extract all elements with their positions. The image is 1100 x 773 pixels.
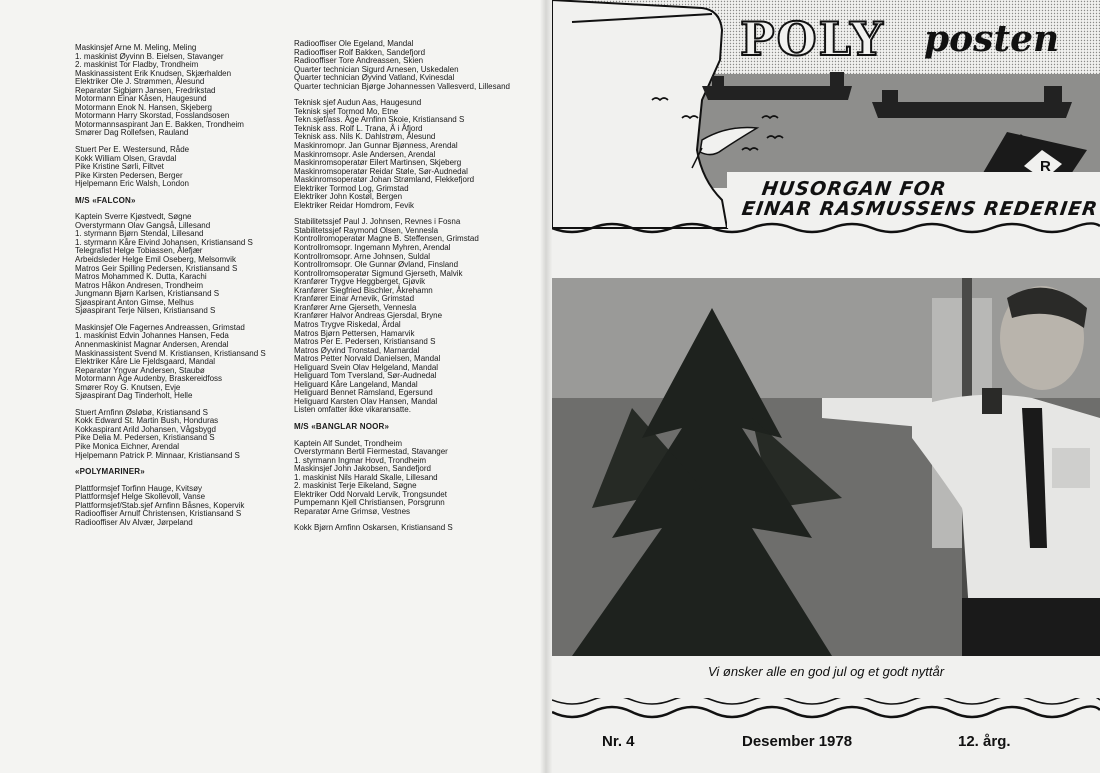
volume-year: 12. årg. — [958, 733, 1011, 750]
crew-entry: Elektriker Kåre Lie Fjeldsgaard, Mandal — [75, 357, 216, 367]
crew-entry: Maskinromsoperatør Eilert Martinsen, Skjeberg — [294, 158, 462, 168]
crew-entry: Kaptein Alf Sundet, Trondheim — [294, 438, 403, 448]
ship-heading: M/S «FALCON» — [75, 195, 136, 205]
crew-block — [294, 40, 510, 91]
crew-entry: Pike Monica Eichner, Arendal — [75, 441, 180, 451]
crew-entry: Sjøaspirant Terje Nilsen, Kristiansand S — [75, 306, 216, 316]
crew-entry: Kontrollromoperatør Magne B. Steffensen, Grimstad — [294, 234, 479, 244]
crew-block — [75, 146, 266, 189]
crew-entry: Kokkaspirant Arild Johansen, Vågsbygd — [75, 424, 216, 434]
crew-entry: Maskinromsoperatør Johan Strømland, Flekkefjord — [294, 175, 475, 185]
crew-entry: Kokk William Olsen, Gravdal — [75, 153, 177, 163]
crew-entry: Quarter technician Bjørge Johannessen Vallesverd, Lillesand — [294, 81, 510, 91]
crew-entry: 1. styrmann Bjørn Stendal, Lillesand — [75, 229, 204, 239]
crew-entry: Heliguard Bennet Ramsland, Egersund — [294, 388, 433, 398]
crew-entry: Motormannsaspirant Jan E. Bakken, Trondheim — [75, 119, 244, 129]
crew-block — [75, 197, 266, 316]
crew-entry: Maskinsjef Ole Fagernes Andreassen, Grimstad — [75, 322, 245, 332]
crew-entry: Stuert Per E. Westersund, Råde — [75, 145, 190, 155]
crew-entry: Pike Kirsten Pedersen, Berger — [75, 170, 183, 180]
cover-photo — [552, 278, 1100, 656]
left-page — [0, 0, 546, 773]
crew-entry: Maskinsjef Arne M. Meling, Meling — [75, 43, 197, 52]
crew-entry: Pike Kristine Sørli, Filtvet — [75, 162, 164, 172]
photo-caption: Vi ønsker alle en god jul og et godt nyttår — [707, 664, 945, 679]
crew-entry: Quarter technician Sigurd Arnesen, Uskedalen — [294, 64, 459, 74]
crew-entry: Kranfører Siegfried Bischler, Åkrehamn — [294, 285, 433, 295]
wave-border-bottom — [552, 698, 1100, 726]
crew-entry: Jungmann Bjørn Karlsen, Kristiansand S — [75, 289, 220, 299]
crew-entry: Kranfører Trygve Heggberget, Gjøvik — [294, 277, 426, 287]
crew-entry: Pike Delia M. Pedersen, Kristiansand S — [75, 433, 215, 443]
crew-entry: Maskinromsoperatør Reidar Støle, Sør-Audnedal — [294, 166, 468, 176]
crew-block — [294, 99, 510, 210]
issue-date: Desember 1978 — [742, 733, 853, 750]
crew-entry: Kranfører Einar Arnevik, Grimstad — [294, 294, 415, 304]
crew-entry: 2. maskinist Tor Fladby, Trondheim — [75, 60, 199, 70]
crew-entry: Kokk Edward St. Martin Bush, Honduras — [75, 416, 219, 426]
crew-entry: 1. styrmann Ingmar Hovd, Trondheim — [294, 455, 427, 465]
ship-bow — [552, 0, 727, 228]
crew-entry: Elektriker Ole J. Strømmen, Ålesund — [75, 77, 205, 87]
crew-entry: Arbeidsleder Helge Emil Oseberg, Melsomvik — [75, 255, 236, 265]
crew-entry: Annenmaskinist Magnar Andersen, Arendal — [75, 339, 229, 349]
crew-entry: Overstyrmann Olav Gangså, Lillesand — [75, 220, 211, 230]
crew-entry: 1. styrmann Kåre Eivind Johansen, Kristiansand S — [75, 237, 253, 247]
crew-entry: Overstyrmann Bertil Fiermestad, Stavanger — [294, 447, 448, 457]
crew-entry: Hjelpemann Eric Walsh, London — [75, 179, 189, 189]
crew-entry: Radiooffiser Rolf Bakken, Sandefjord — [294, 47, 426, 57]
crew-entry: Teknisk sjef Tormod Mo, Etne — [294, 106, 399, 116]
crew-block — [75, 468, 266, 527]
crew-entry: Motormann Åge Audenby, Braskereidfoss — [75, 374, 223, 384]
crew-entry: Heliguard Karsten Olav Hansen, Mandal — [294, 396, 438, 406]
crew-entry: Maskinassistent Erik Knudsen, Skjærhalden — [75, 68, 232, 78]
crew-entry: Kranfører Halvor Andreas Gjersdal, Bryne — [294, 311, 443, 321]
crew-entry: Reparatør Yngvar Andersen, Staubø — [75, 365, 205, 375]
crew-entry: Listen omfatter ikke vikaransatte. — [294, 405, 411, 415]
crew-block — [294, 524, 510, 533]
crew-entry: 1. maskinist Øyvinn B. Eielsen, Stavanger — [75, 51, 224, 61]
crew-entry: Elektriker Odd Norvald Lervik, Trongsundet — [294, 489, 447, 499]
tagline-line-2: EINAR RASMUSSENS REDERIER — [740, 198, 1100, 220]
crew-entry: Maskinsjef John Jakobsen, Sandefjord — [294, 464, 431, 474]
logo-posten: posten — [924, 18, 1060, 60]
crew-entry: Radiooffiser Alv Alvær, Jørpeland — [75, 517, 193, 527]
crew-entry: Teknisk ass. Rolf L. Trana, Å i Åfjord — [294, 123, 423, 133]
crew-entry: Motormann Enok N. Hansen, Skjeberg — [75, 102, 212, 112]
crew-entry: Plattformsjef/Stab.sjef Arnfinn Båsnes, Kopervik — [75, 500, 245, 510]
crew-entry: Heliguard Svein Olav Helgeland, Mandal — [294, 362, 439, 372]
crew-block — [294, 423, 510, 516]
page-gutter — [540, 0, 552, 773]
crew-entry: Plattformsjef Torfinn Hauge, Kvitsøy — [75, 483, 203, 493]
crew-entry: Reparatør Arne Grimsø, Vestnes — [294, 506, 411, 516]
crew-entry: Stabilitetssjef Raymond Olsen, Vennesla — [294, 225, 439, 235]
christmas-tree-photo — [552, 278, 1100, 656]
crew-entry: Motormann Einar Kåsen, Haugesund — [75, 94, 207, 104]
crew-entry: Maskinromopr. Jan Gunnar Bjønness, Arendal — [294, 141, 458, 151]
crew-entry: Telegrafist Helge Tobiassen, Ålefjær — [75, 246, 203, 256]
crew-entry: Matros Petter Norvald Danielsen, Mandal — [294, 354, 441, 364]
crew-entry: Quarter technician Øyvind Vatland, Kvinesdal — [294, 73, 455, 83]
crew-entry: Matros Per E. Pedersen, Kristiansand S — [294, 337, 436, 347]
crew-entry: Radiooffiser Tore Andreassen, Skien — [294, 56, 424, 66]
crew-entry: 1. maskinist Nils Harald Skalle, Lillesand — [294, 472, 438, 482]
crew-block — [75, 44, 266, 138]
crew-entry: Hjelpemann Patrick P. Minnaar, Kristiansand S — [75, 450, 240, 460]
crew-entry: Elektriker Tormod Log, Grimstad — [294, 183, 409, 193]
crew-block — [75, 409, 266, 460]
crew-entry: 2. maskinist Terje Eikeland, Søgne — [294, 481, 417, 491]
tagline-line-1: HUSORGAN FOR — [760, 178, 948, 200]
crew-entry: Teknisk sjef Audun Aas, Haugesund — [294, 98, 422, 108]
crew-entry: Matros Geir Spilling Pedersen, Kristiansand S — [75, 263, 238, 273]
crew-entry: Pumpemann Kjell Christiansen, Porsgrunn — [294, 498, 445, 508]
logo-poly: POLY — [740, 12, 885, 66]
crew-entry: Heliguard Kåre Langeland, Mandal — [294, 379, 418, 389]
flag-letter: R — [1040, 158, 1051, 175]
crew-block — [294, 218, 510, 415]
crew-entry: Plattformsjef Helge Skollevoll, Vanse — [75, 492, 206, 502]
crew-list-column-1 — [75, 44, 266, 535]
crew-entry: Kranfører Arne Gjerseth, Vennesla — [294, 302, 417, 312]
masthead — [552, 0, 1100, 240]
crew-entry: Kontrollromsopr. Ingemann Myhren, Arendal — [294, 243, 451, 253]
crew-entry: Maskinromsopr. Asle Andersen, Arendal — [294, 149, 436, 159]
crew-entry: Matros Bjørn Pettersen, Hamarvik — [294, 328, 415, 338]
crew-entry: Maskinassistent Svend M. Kristiansen, Kristiansand S — [75, 348, 266, 358]
crew-entry: Reparatør Sigbjørn Jansen, Fredrikstad — [75, 85, 216, 95]
crew-entry: Matros Øyvind Tronstad, Marnardal — [294, 345, 420, 355]
crew-entry: Radiooffiser Arnulf Christensen, Kristiansand S — [75, 509, 242, 519]
crew-entry: Teknisk ass. Nils K. Dahlstrøm, Ålesund — [294, 132, 436, 142]
crew-entry: Matros Håkon Andresen, Trondheim — [75, 280, 204, 290]
crew-list-column-2 — [294, 40, 510, 541]
crew-entry: Stabilitetssjef Paul J. Johnsen, Revnes i Fosna — [294, 217, 461, 227]
crew-entry: Sjøaspirant Dag Tinderholt, Helle — [75, 391, 193, 401]
crew-entry: Matros Trygve Riskedal, Årdal — [294, 319, 401, 329]
crew-entry: Kontrollromsopr. Arne Johnsen, Suldal — [294, 251, 431, 261]
crew-entry: Smører Dag Rollefsen, Rauland — [75, 128, 189, 138]
crew-entry: Radiooffiser Ole Egeland, Mandal — [294, 39, 414, 48]
ship-heading: M/S «BANGLAR NOOR» — [294, 421, 390, 431]
crew-entry: Motormann Harry Skorstad, Fosslandsosen — [75, 111, 230, 121]
crew-block — [75, 324, 266, 401]
crew-entry: Matros Mohammed K. Dutta, Karachi — [75, 272, 207, 282]
crew-entry: Elektriker Reidar Homdrom, Fevik — [294, 200, 415, 210]
crew-entry: Kontrollromsoperatør Sigmund Gjerseth, Malvik — [294, 268, 463, 278]
ship-heading: «POLYMARINER» — [75, 467, 145, 477]
crew-entry: Sjøaspirant Anton Gimse, Melhus — [75, 297, 194, 307]
crew-entry: Elektriker John Kostøl, Bergen — [294, 192, 403, 202]
crew-entry: Stuert Arnfinn Øsløbø, Kristiansand S — [75, 407, 208, 417]
crew-entry: Heliguard Tom Tversland, Sør-Audnedal — [294, 371, 437, 381]
issue-number: Nr. 4 — [602, 733, 635, 750]
crew-entry: Kokk Bjørn Arnfinn Oskarsen, Kristiansand S — [294, 523, 453, 533]
crew-entry: Kontrollromsopr. Ole Gunnar Øvland, Finsland — [294, 260, 459, 270]
crew-entry: 1. maskinist Edvin Johannes Hansen, Feda — [75, 331, 229, 341]
crew-entry: Smører Roy G. Knutsen, Evje — [75, 382, 181, 392]
crew-entry: Kaptein Sverre Kjøstvedt, Søgne — [75, 212, 192, 222]
crew-entry: Tekn.sjef/ass. Åge Arnfinn Skoie, Kristiansand S — [294, 115, 465, 125]
